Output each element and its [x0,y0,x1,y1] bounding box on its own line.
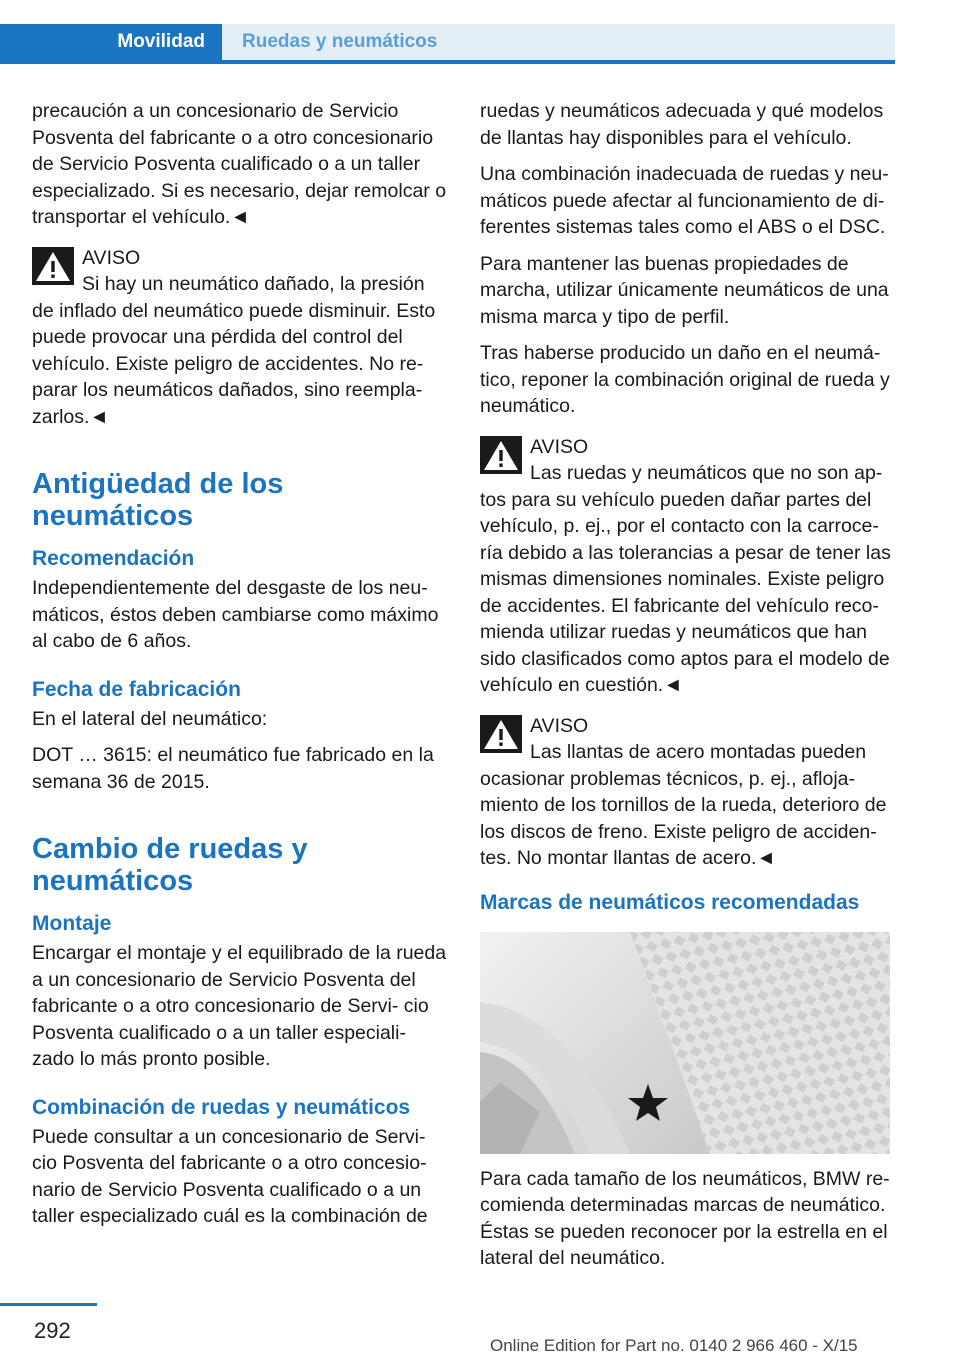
paragraph: precaución a un concesionario de Servicio Posventa del fabricante o a otro concesionario de Servicio Posventa cualificado o a un taller especializado. Si es necesario, dejar remolcar o transportar el vehículo.◄ [32,100,447,228]
paragraph: Encargar el montaje y el equilibrado de la rueda a un concesionario de Servicio Posventa del fabricante o a otro concesionario de Servi- cio Posventa cualificado o a un taller especiali- zado lo más pronto posible. [32,942,447,1070]
right-column [480,98,892,1282]
warning-triangle-icon [480,715,522,753]
warning-triangle-icon [32,247,74,285]
tab-movilidad[interactable]: Movilidad [0,24,222,60]
warning-title: AVISO [530,435,589,458]
header-divider [0,60,895,64]
warning-block [32,245,450,431]
subheading: Fecha de fabricación [32,677,241,701]
paragraph: Puede consultar a un concesionario de Servi- cio Posventa del fabricante o a otro concesio- nario de Servicio Posventa cualificado o a un taller especializado cuál es la combinación de [32,1125,428,1227]
warning-title: AVISO [82,246,141,269]
subheading: Recomendación [32,547,195,570]
subheading: Combinación de ruedas y neumáticos [32,1095,411,1119]
edition-footer: Online Edition for Part no. 0140 2 966 460 - X/15 [490,1336,858,1355]
paragraph: En el lateral del neumático: [32,707,268,730]
warning-block [480,434,892,699]
paragraph: Para cada tamaño de los neumáticos, BMW re- comienda determinadas marcas de neumático. Éstas se pueden reconocer por la estrella en el lateral del neumático. [480,1167,890,1269]
warning-text: Las ruedas y neumáticos que no son ap- tos para su vehículo pueden dañar partes del vehículo, p. ej., por el contacto con la carroce- ría debido a las tolerancias a pesar de tener las mismas dimensiones nominales. Existe peligro de accidentes. El fabricante del vehículo reco- mienda utilizar ruedas y neumáticos que han sido clasificados como aptos para el modelo de vehículo en cuestión.◄ [480,462,891,696]
section-heading: Antigüedad de los neumáticos [32,468,284,532]
subheading: Marcas de neumáticos recomendadas [480,890,860,914]
paragraph: DOT … 3615: el neumático fue fabricado en la semana 36 de 2015. [32,744,434,793]
warning-title: AVISO [530,714,589,737]
subheading: Montaje [32,912,112,935]
warning-text: Si hay un neumático dañado, la presión de inflado del neumático puede disminuir. Esto puede provocar una pérdida del control del vehículo. Existe peligro de accidentes. No re- parar los neumáticos dañados, sino reempla- zarlos.◄ [32,273,436,428]
paragraph: Una combinación inadecuada de ruedas y neu- máticos puede afectar al funcionamiento de di- ferentes sistemas tales como el ABS o el DSC. [480,163,889,238]
tire-star-marking-image [480,932,890,1154]
header-bar [0,24,895,64]
warning-text: Las llantas de acero montadas pueden ocasionar problemas técnicos, p. ej., afloja- miento de los tornillos de la rueda, deterioro de los discos de freno. Existe peligro de acciden- tes. No montar llantas de acero.◄ [480,741,887,869]
paragraph: Para mantener las buenas propiedades de marcha, utilizar únicamente neumáticos de una misma marca y tipo de perfil. [480,252,889,328]
footer-divider [0,1303,97,1306]
paragraph: Tras haberse producido un daño en el neumá- tico, reponer la combinación original de rueda y neumático. [480,342,890,417]
tab-ruedas-neumaticos[interactable]: Ruedas y neumáticos [222,24,895,60]
paragraph: ruedas y neumáticos adecuada y qué modelos de llantas hay disponibles para el vehículo. [480,100,884,149]
paragraph: Independientemente del desgaste de los neu- máticos, éstos deben cambiarse como máximo al cabo de 6 años. [32,577,439,652]
page-number: 292 [34,1318,71,1343]
warning-triangle-icon [480,436,522,474]
warning-block [480,713,892,872]
section-heading: Cambio de ruedas y neumáticos [32,833,308,897]
left-column [32,98,450,1240]
